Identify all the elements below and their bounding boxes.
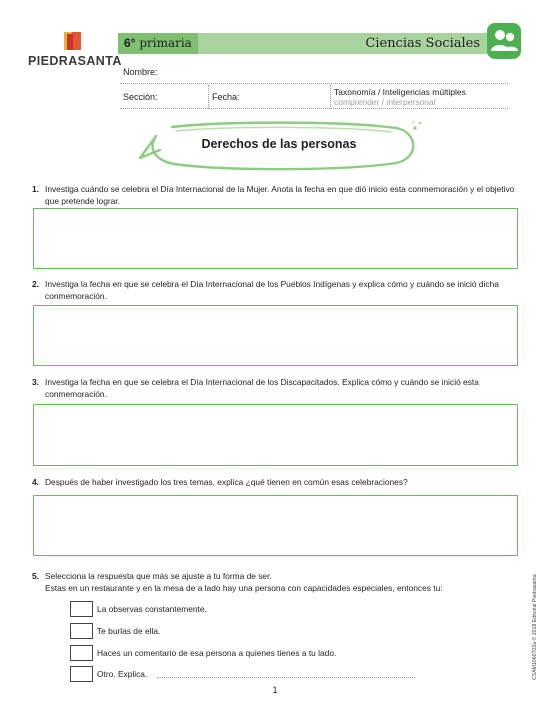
- side-copyright-code: CSAM1060702a © 2018 Editorial Piedrasanta: [532, 574, 538, 680]
- divider: [208, 85, 209, 109]
- taxonomy-label: Taxonomía / Inteligencias múltiples: [334, 87, 466, 97]
- worksheet-title: Derechos de las personas: [201, 137, 357, 151]
- answer-box-2[interactable]: [33, 305, 518, 366]
- option-4: [70, 666, 430, 682]
- grade-word: primaria: [139, 36, 192, 50]
- option-label: Otro. Explica.: [97, 669, 148, 679]
- option-checkbox[interactable]: [70, 623, 93, 639]
- option-checkbox[interactable]: [70, 601, 93, 617]
- book-logo-icon: [62, 30, 84, 52]
- question-text: Investiga cuándo se celebra el Día Internacional de la Mujer. Anota la fecha en que dió inicio esta conmemoración y el objetivo que pretende lograr.: [45, 184, 515, 206]
- question-scenario: Estas en un restaurante y en la mesa de a lado hay una persona con capacidades especiales, entonces tu:: [45, 583, 443, 593]
- question-2: [32, 278, 522, 302]
- answer-box-1[interactable]: [33, 208, 518, 269]
- question-text: Investiga la fecha en que se celebra el Día Internacional de los Pueblos Indígenas y explica cómo y cuándo se inició dicha conmemoración.: [45, 279, 499, 301]
- question-number: 5.: [32, 571, 39, 581]
- people-icon: [487, 23, 521, 59]
- option-3: [70, 645, 430, 661]
- option-label: Haces un comentario de esa persona a quienes tienes a tu lado.: [97, 648, 337, 658]
- section-label: Sección:: [123, 92, 158, 102]
- name-label: Nombre:: [123, 67, 158, 77]
- question-5: [32, 570, 522, 594]
- option-2: [70, 623, 430, 639]
- logo-text: PIEDRASANTA: [28, 54, 122, 68]
- question-number: 2.: [32, 279, 39, 289]
- question-number: 1.: [32, 184, 39, 194]
- option-checkbox[interactable]: [70, 666, 93, 682]
- subject-title: Ciencias Sociales: [365, 36, 480, 51]
- question-text: Después de haber investigado los tres temas, explica ¿qué tienen en común esas celebraciones?: [45, 477, 408, 487]
- page-number: 1: [272, 685, 278, 695]
- option-label: La observas constantemente.: [97, 604, 207, 614]
- option-1: [70, 601, 430, 617]
- grade-number: 6°: [124, 36, 136, 50]
- name-field[interactable]: [120, 60, 508, 84]
- date-label: Fecha:: [212, 92, 240, 102]
- answer-box-3[interactable]: [33, 404, 518, 466]
- question-number: 3.: [32, 377, 39, 387]
- divider: [330, 85, 331, 109]
- question-number: 4.: [32, 477, 39, 487]
- answer-box-4[interactable]: [33, 495, 518, 556]
- grade-label: [118, 33, 198, 54]
- question-1: [32, 183, 522, 207]
- question-4: [32, 476, 522, 488]
- subject-header-bar: [118, 33, 488, 54]
- question-3: [32, 376, 522, 400]
- question-text: Investiga la fecha en que se celebra el Día Internacional de los Discapacitados. Explica cómo y cuándo se inició esta conmemoración.: [45, 377, 479, 399]
- option-label: Te burlas de ella.: [97, 626, 161, 636]
- publisher-logo: [28, 30, 124, 70]
- title-bubble: [134, 118, 424, 174]
- section-date-row: [120, 85, 508, 109]
- taxonomy-value: comprender / interpersonal: [334, 97, 436, 107]
- question-text: Selecciona la respuesta que más se ajuste a tu forma de ser.: [45, 571, 272, 581]
- option-checkbox[interactable]: [70, 645, 93, 661]
- other-explain-line[interactable]: [157, 677, 415, 678]
